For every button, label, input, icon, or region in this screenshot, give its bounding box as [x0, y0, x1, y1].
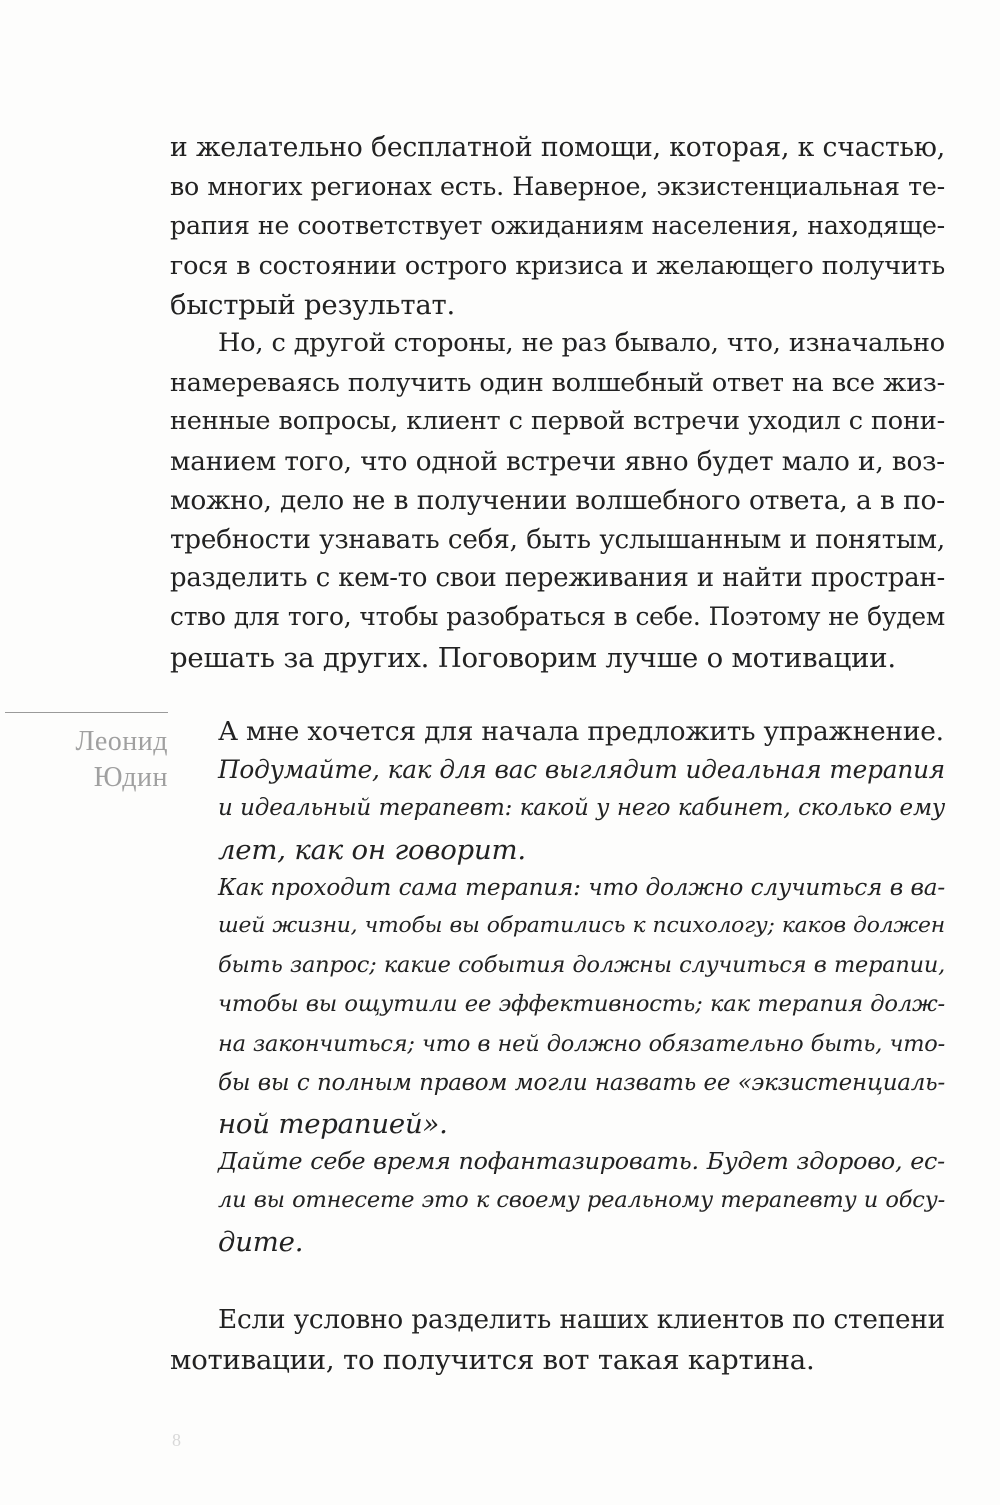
text-line: разделить с кем-то свои переживания и найти простран- [170, 563, 945, 593]
exercise-intro: А мне хочется для начала предложить упражнение. [218, 716, 944, 747]
exercise-line: Дайте себе время пофантазировать. Будет здорово, ес- [218, 1147, 945, 1175]
text-line: решать за других. Поговорим лучше о мотивации. [170, 642, 896, 674]
exercise-line: бы вы с полным правом могли назвать ее «экзистенциаль- [218, 1070, 945, 1096]
exercise-line: шей жизни, чтобы вы обратились к психологу; каков должен [218, 913, 945, 938]
sidebar-divider [5, 712, 168, 713]
text-line: Но, с другой стороны, не раз бывало, что, изначально [218, 328, 945, 358]
sidebar-author-last-name: Юдин [93, 762, 168, 793]
text-line: ненные вопросы, клиент с первой встречи уходил с пони- [170, 406, 945, 436]
exercise-line: ли вы отнесете это к своему реальному терапевту и обсу- [218, 1187, 945, 1213]
exercise-line: на закончиться; что в ней должно обязательно быть, что- [218, 1031, 945, 1057]
exercise-line: лет, как он говорит. [218, 834, 526, 866]
exercise-line: ной терапией». [218, 1108, 448, 1140]
exercise-line: дите. [218, 1226, 304, 1258]
exercise-line: быть запрос; какие события должны случиться в терапии, [218, 952, 945, 978]
page-number: 8 [172, 1430, 181, 1450]
exercise-line: Подумайте, как для вас выглядит идеальная терапия [218, 755, 945, 784]
text-line: намереваясь получить один волшебный ответ на все жиз- [170, 367, 945, 397]
text-line: во многих регионах есть. Наверное, экзистенциальная те- [170, 172, 945, 201]
text-line: рапия не соответствует ожиданиям населения, находяще- [170, 211, 945, 240]
text-line: мотивации, то получится вот такая картина. [170, 1344, 815, 1376]
text-line: гося в состоянии острого кризиса и желающего получить [170, 250, 945, 280]
text-line: манием того, что одной встречи явно будет мало и, воз- [170, 447, 945, 477]
exercise-line: Как проходит сама терапия: что должно случиться в ва- [218, 874, 945, 901]
exercise-line: чтобы вы ощутили ее эффективность; как терапия долж- [218, 991, 945, 1017]
text-line: и желательно бесплатной помощи, которая, к счастью, [170, 132, 945, 163]
text-line: можно, дело не в получении волшебного ответа, а в по- [170, 485, 945, 516]
text-line: требности узнавать себя, быть услышанным и понятым, [170, 525, 945, 555]
sidebar-author-first-name: Леонид [75, 726, 168, 757]
exercise-line: и идеальный терапевт: какой у него кабинет, сколько ему [218, 795, 945, 821]
text-line: быстрый результат. [170, 289, 456, 321]
text-line: ство для того, чтобы разобраться в себе. Поэтому не будем [170, 602, 945, 631]
text-line: Если условно разделить наших клиентов по степени [218, 1305, 945, 1335]
